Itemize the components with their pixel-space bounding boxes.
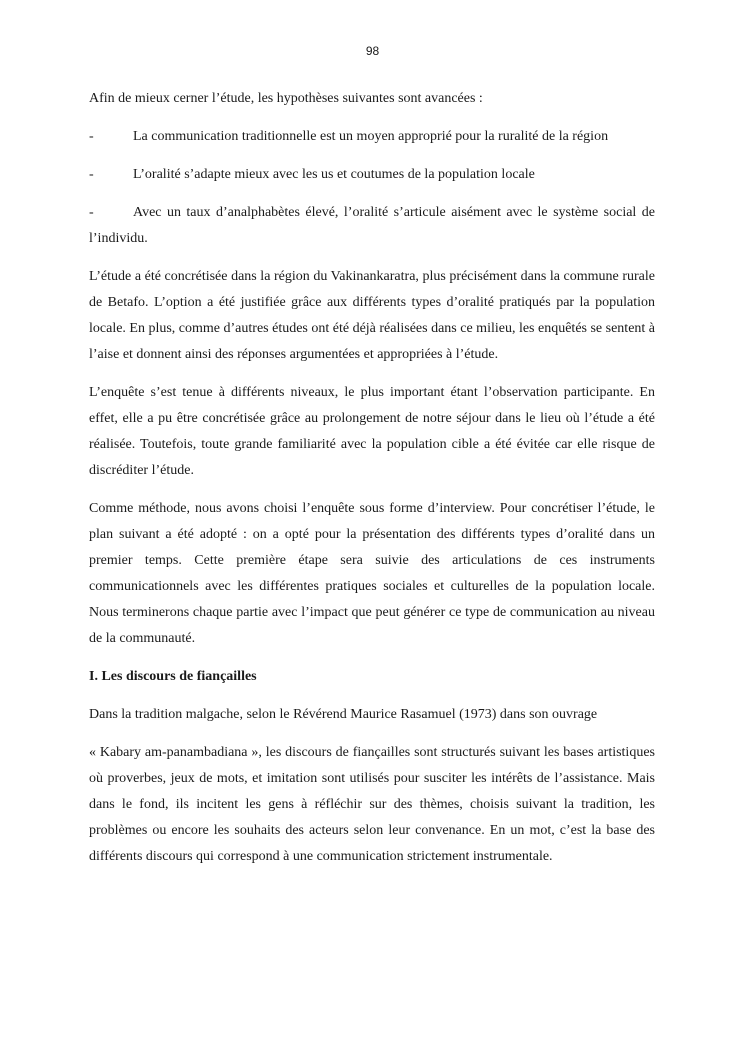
hypothesis-item xyxy=(89,162,655,188)
bullet-dash: - xyxy=(89,167,94,182)
section-paragraph: Dans la tradition malgache, selon le Révérend Maurice Rasamuel (1973) dans son ouvrage xyxy=(89,707,598,722)
hypothesis-item xyxy=(89,124,655,150)
hypothesis-text: La communication traditionnelle est un moyen approprié pour la ruralité de la région xyxy=(133,129,609,144)
hypothesis-text: Avec un taux d’analphabètes élevé, l’oralité s’articule aisément avec le système social de l’individu. xyxy=(89,205,655,246)
bullet-dash: - xyxy=(89,129,94,144)
body-paragraph: L’enquête s’est tenue à différents niveaux, le plus important étant l’observation participante. En effet, elle a pu être concrétisée grâce au prolongement de notre séjour dans le lieu où l’étude a été réalisée. Toutefois, toute grande familiarité avec la population cible a été évitée car elle risque de discréditer l’étude. xyxy=(89,385,655,478)
page-number: 98 xyxy=(365,44,380,58)
body-paragraph: Comme méthode, nous avons choisi l’enquête sous forme d’interview. Pour concrétiser l’étude, le plan suivant a été adopté : on a opté pour la présentation des différents types d’oralité dans un premier temps. Cette première étape sera suivie des articulations de ces instruments communicationnels avec les différentes pratiques sociales et culturelles de la population locale. Nous terminerons chaque partie avec l’impact que peut générer ce type de communication au niveau de la communauté. xyxy=(89,501,655,646)
section-paragraph: « Kabary am-panambadiana », les discours de fiançailles sont structurés suivant les bases artistiques où proverbes, jeux de mots, et imitation sont utilisés pour susciter les intérêts de l’assistance. Mais dans le fond, ils incitent les gens à réfléchir sur des thèmes, choisis suivant la tradition, les problèmes ou encore les souhaits des acteurs selon leur convenance. En un mot, c’est la base des différents discours qui correspond à une communication strictement instrumentale. xyxy=(89,745,655,864)
hypothesis-text: L’oralité s’adapte mieux avec les us et coutumes de la population locale xyxy=(133,167,535,182)
section-heading: I. Les discours de fiançailles xyxy=(89,669,257,684)
body-paragraph: L’étude a été concrétisée dans la région du Vakinankaratra, plus précisément dans la commune rurale de Betafo. L’option a été justifiée grâce aux différents types d’oralité pratiqués par la population locale. En plus, comme d’autres études ont été déjà réalisées dans ce milieu, les enquêtés se sentent à l’aise et donnent ainsi des réponses argumentées et appropriées à l’étude. xyxy=(89,269,656,362)
document-body xyxy=(89,86,655,882)
intro-paragraph: Afin de mieux cerner l’étude, les hypothèses suivantes sont avancées : xyxy=(89,91,483,106)
hypothesis-item xyxy=(89,200,655,252)
bullet-dash: - xyxy=(89,205,94,220)
